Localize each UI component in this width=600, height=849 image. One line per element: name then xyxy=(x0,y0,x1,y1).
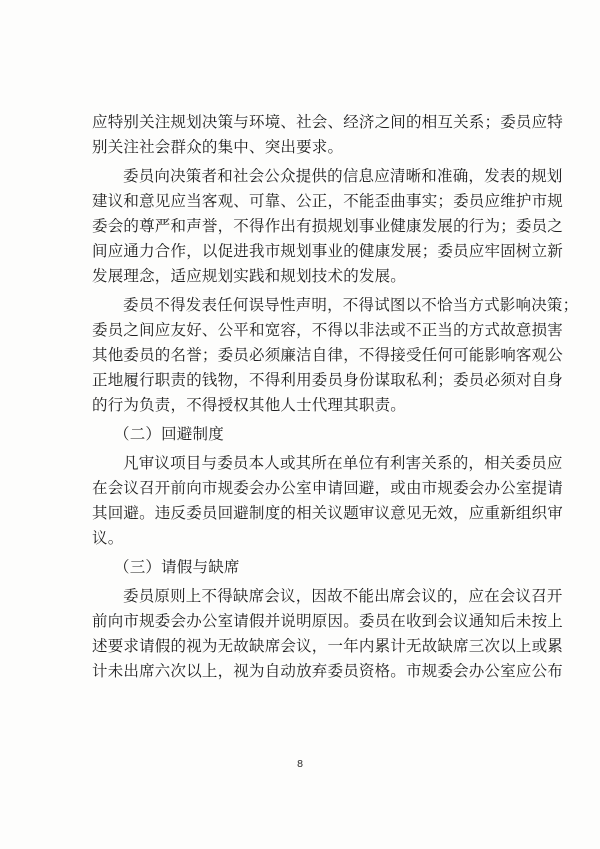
text-line: 在会议召开前向市规委会办公室申请回避，或由市规委会办公室提请 xyxy=(92,479,564,497)
text-line: 发展理念，适应规划实践和规划技术的发展。 xyxy=(92,267,407,285)
text-line: 委员不得发表任何误导性声明，不得试图以不恰当方式影响决策； xyxy=(123,296,579,314)
text-line: 别关注社会群众的集中、突出要求。 xyxy=(92,138,344,156)
paragraph xyxy=(92,110,562,160)
text-line: 其回避。违反委员回避制度的相关议题审议意见无效，应重新组织审 xyxy=(92,504,564,522)
document-body xyxy=(92,110,579,688)
text-line: 计未出席六次以上，视为自动放弃委员资格。市规委会办公室应公布 xyxy=(92,662,564,680)
text-line: 的行为负责，不得授权其他人士代理其职责。 xyxy=(92,396,407,414)
page-number: 8 xyxy=(296,759,304,770)
paragraph xyxy=(92,164,562,289)
text-line: 正地履行职责的钱物，不得利用委员身份谋取私利；委员必须对自身 xyxy=(92,371,564,389)
paragraph xyxy=(92,451,562,551)
paragraph xyxy=(92,584,562,684)
text-line: 应特别关注规划决策与环境、社会、经济之间的相互关系；委员应特 xyxy=(92,113,564,131)
text-line: 委员原则上不得缺席会议，因故不能出席会议的，应在会议召开 xyxy=(123,587,563,605)
text-line: 前向市规委会办公室请假并说明原因。委员在收到会议通知后未按上 xyxy=(92,612,564,630)
text-line: 委会的尊严和声誉，不得作出有损规划事业健康发展的行为；委员之 xyxy=(92,217,564,235)
section-heading xyxy=(92,555,562,580)
section-heading xyxy=(92,422,562,447)
section-heading-text: （三）请假与缺席 xyxy=(114,558,240,576)
text-line: 委员向决策者和社会公众提供的信息应清晰和准确，发表的规划 xyxy=(123,167,563,185)
text-line: 述要求请假的视为无故缺席会议，一年内累计无故缺席三次以上或累 xyxy=(92,637,564,655)
text-line: 议。 xyxy=(92,529,124,547)
text-line: 建议和意见应当客观、可靠、公正，不能歪曲事实；委员应维护市规 xyxy=(92,192,564,210)
text-line: 委员之间应友好、公平和宽容，不得以非法或不正当的方式故意损害 xyxy=(92,321,564,339)
text-line: 凡审议项目与委员本人或其所在单位有利害关系的，相关委员应 xyxy=(123,454,563,472)
text-line: 间应通力合作，以促进我市规划事业的健康发展；委员应牢固树立新 xyxy=(92,242,564,260)
section-heading-text: （二）回避制度 xyxy=(114,425,224,443)
text-line: 其他委员的名誉；委员必须廉洁自律，不得接受任何可能影响客观公 xyxy=(92,346,564,364)
paragraph xyxy=(92,293,579,418)
